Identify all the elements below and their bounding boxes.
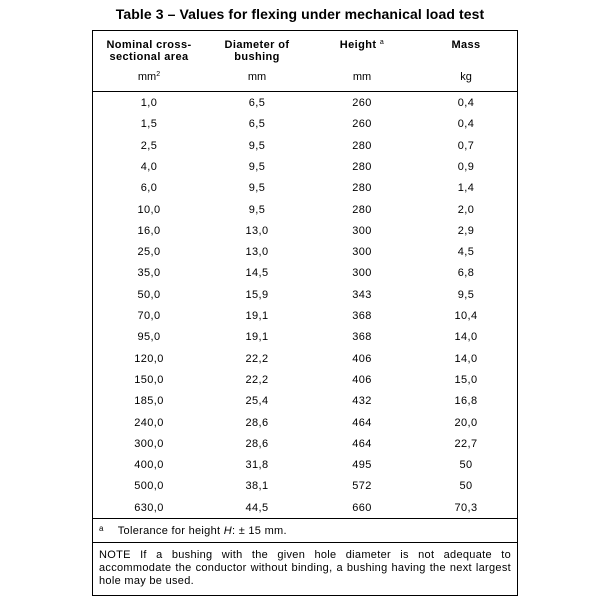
- cell-mass: 9,5: [457, 288, 475, 301]
- cell-nominal-area: 1,0: [140, 97, 158, 109]
- cell-nominal-area: 95,0: [137, 331, 161, 344]
- cell-mass: 50: [459, 480, 473, 493]
- header-divider: [93, 91, 517, 92]
- table-row: [93, 201, 517, 222]
- header-nominal-area-line1: Nominal cross-: [106, 39, 192, 51]
- header-nominal-area: [93, 39, 205, 63]
- header-height: [309, 39, 415, 51]
- cell-nominal-area: 25,0: [137, 246, 161, 259]
- cell-height: 495: [352, 459, 372, 472]
- unit-nominal-area: [93, 71, 205, 84]
- cell-mass: 1,4: [457, 182, 475, 195]
- unit-mass: kg: [460, 71, 472, 83]
- cell-nominal-area: 70,0: [137, 310, 161, 322]
- cell-bushing-diameter: 6,5: [248, 97, 266, 109]
- cell-mass: 4,5: [457, 246, 475, 259]
- cell-nominal-area: 300,0: [134, 437, 164, 450]
- table-row: [93, 137, 517, 158]
- table-row: [93, 414, 517, 435]
- cell-mass: 16,8: [454, 395, 478, 408]
- cell-height: 368: [352, 310, 372, 322]
- header-bushing-diameter: [205, 39, 309, 63]
- cell-bushing-diameter: 9,5: [248, 139, 266, 152]
- cell-bushing-diameter: 28,6: [245, 416, 269, 429]
- cell-nominal-area: 2,5: [140, 139, 158, 152]
- cell-bushing-diameter: 28,6: [245, 437, 269, 450]
- cell-mass: 0,7: [457, 139, 475, 152]
- cell-nominal-area: 120,0: [134, 352, 164, 365]
- cell-height: 280: [352, 203, 372, 216]
- table-row: [93, 499, 517, 520]
- cell-nominal-area: 400,0: [134, 459, 164, 472]
- footnote-text-after: : ± 15 mm.: [231, 525, 287, 537]
- cell-nominal-area: 50,0: [137, 288, 161, 301]
- cell-mass: 14,0: [454, 352, 478, 365]
- cell-nominal-area: 150,0: [134, 373, 164, 386]
- table-row: [93, 264, 517, 285]
- cell-height: 572: [352, 480, 372, 493]
- cell-mass: 0,9: [457, 160, 475, 173]
- table-row: [93, 328, 517, 349]
- cell-bushing-diameter: 22,2: [245, 373, 269, 386]
- footnote-mark: a: [99, 524, 104, 533]
- cell-bushing-diameter: 13,0: [245, 224, 269, 237]
- cell-height: 300: [352, 267, 372, 280]
- footnote-symbol: H: [223, 525, 232, 537]
- cell-nominal-area: 240,0: [134, 416, 164, 429]
- cell-nominal-area: 185,0: [134, 395, 164, 408]
- table-row: [93, 350, 517, 371]
- footnote-divider: [93, 518, 517, 519]
- header-height-label: Height: [339, 39, 377, 51]
- header-bushing-diameter-line2: bushing: [234, 51, 280, 63]
- note-text: NOTE If a bushing with the given hole diameter is not adequate to accommodate the conductor without binding, a bushing having the next largest hole may be used.: [99, 549, 511, 587]
- cell-height: 280: [352, 160, 372, 173]
- cell-height: 300: [352, 246, 372, 259]
- cell-nominal-area: 10,0: [137, 203, 161, 216]
- cell-bushing-diameter: 38,1: [245, 480, 269, 493]
- header-bushing-diameter-line1: Diameter of: [224, 39, 290, 51]
- cell-nominal-area: 16,0: [137, 224, 161, 237]
- table-row: [93, 179, 517, 200]
- table-row: [93, 477, 517, 498]
- footnote: [99, 524, 287, 537]
- cell-mass: 0,4: [457, 97, 475, 109]
- cell-mass: 14,0: [454, 331, 478, 344]
- cell-bushing-diameter: 25,4: [245, 395, 269, 408]
- cell-mass: 2,0: [457, 203, 475, 216]
- cell-height: 464: [352, 416, 372, 429]
- table-row: [93, 115, 517, 136]
- cell-mass: 22,7: [454, 437, 478, 450]
- cell-bushing-diameter: 9,5: [248, 203, 266, 216]
- cell-height: 343: [352, 288, 372, 301]
- table-row: [93, 158, 517, 179]
- cell-bushing-diameter: 44,5: [245, 501, 269, 514]
- cell-bushing-diameter: 14,5: [245, 267, 269, 280]
- cell-mass: 15,0: [454, 373, 478, 386]
- cell-mass: 2,9: [457, 224, 475, 237]
- table-row: [93, 243, 517, 264]
- table-row: [93, 286, 517, 307]
- cell-height: 406: [352, 352, 372, 365]
- cell-mass: 20,0: [454, 416, 478, 429]
- cell-height: 260: [352, 97, 372, 109]
- cell-height: 280: [352, 182, 372, 195]
- cell-bushing-diameter: 9,5: [248, 160, 266, 173]
- footnote-text-before: Tolerance for height: [117, 525, 224, 537]
- unit-bushing-diameter: mm: [247, 71, 267, 83]
- cell-nominal-area: 1,5: [140, 118, 158, 131]
- table-row: [93, 456, 517, 477]
- cell-bushing-diameter: 6,5: [248, 118, 266, 131]
- cell-bushing-diameter: 31,8: [245, 459, 269, 472]
- cell-mass: 50: [459, 459, 473, 472]
- table-row: [93, 435, 517, 456]
- table-row: [93, 307, 517, 328]
- cell-height: 406: [352, 373, 372, 386]
- cell-bushing-diameter: 13,0: [245, 246, 269, 259]
- note-divider: [93, 542, 517, 543]
- unit-nominal-area-sup: 2: [156, 71, 161, 78]
- cell-height: 368: [352, 331, 372, 344]
- cell-height: 432: [352, 395, 372, 408]
- cell-bushing-diameter: 19,1: [245, 331, 269, 344]
- cell-nominal-area: 500,0: [134, 480, 164, 493]
- cell-bushing-diameter: 19,1: [245, 310, 269, 322]
- cell-bushing-diameter: 22,2: [245, 352, 269, 365]
- cell-height: 660: [352, 501, 372, 514]
- values-table: [92, 30, 518, 596]
- header-mass: Mass: [451, 39, 481, 51]
- unit-nominal-area-text: mm: [137, 71, 157, 83]
- cell-bushing-diameter: 9,5: [248, 182, 266, 195]
- table-row: [93, 94, 517, 115]
- cell-nominal-area: 630,0: [134, 501, 164, 514]
- cell-mass: 0,4: [457, 118, 475, 131]
- table-row: [93, 392, 517, 413]
- cell-nominal-area: 6,0: [140, 182, 158, 195]
- cell-nominal-area: 35,0: [137, 267, 161, 280]
- cell-bushing-diameter: 15,9: [245, 288, 269, 301]
- cell-mass: 10,4: [454, 310, 478, 322]
- header-height-footnote-mark: a: [379, 39, 385, 46]
- header-nominal-area-line2: sectional area: [109, 51, 189, 63]
- cell-nominal-area: 4,0: [140, 160, 158, 173]
- cell-height: 464: [352, 437, 372, 450]
- cell-mass: 70,3: [454, 501, 478, 514]
- table-title: Table 3 – Values for flexing under mechanical load test: [115, 6, 485, 22]
- cell-height: 300: [352, 224, 372, 237]
- cell-mass: 6,8: [457, 267, 475, 280]
- unit-height: mm: [352, 71, 372, 83]
- cell-height: 280: [352, 139, 372, 152]
- table-row: [93, 222, 517, 243]
- cell-height: 260: [352, 118, 372, 131]
- table-row: [93, 371, 517, 392]
